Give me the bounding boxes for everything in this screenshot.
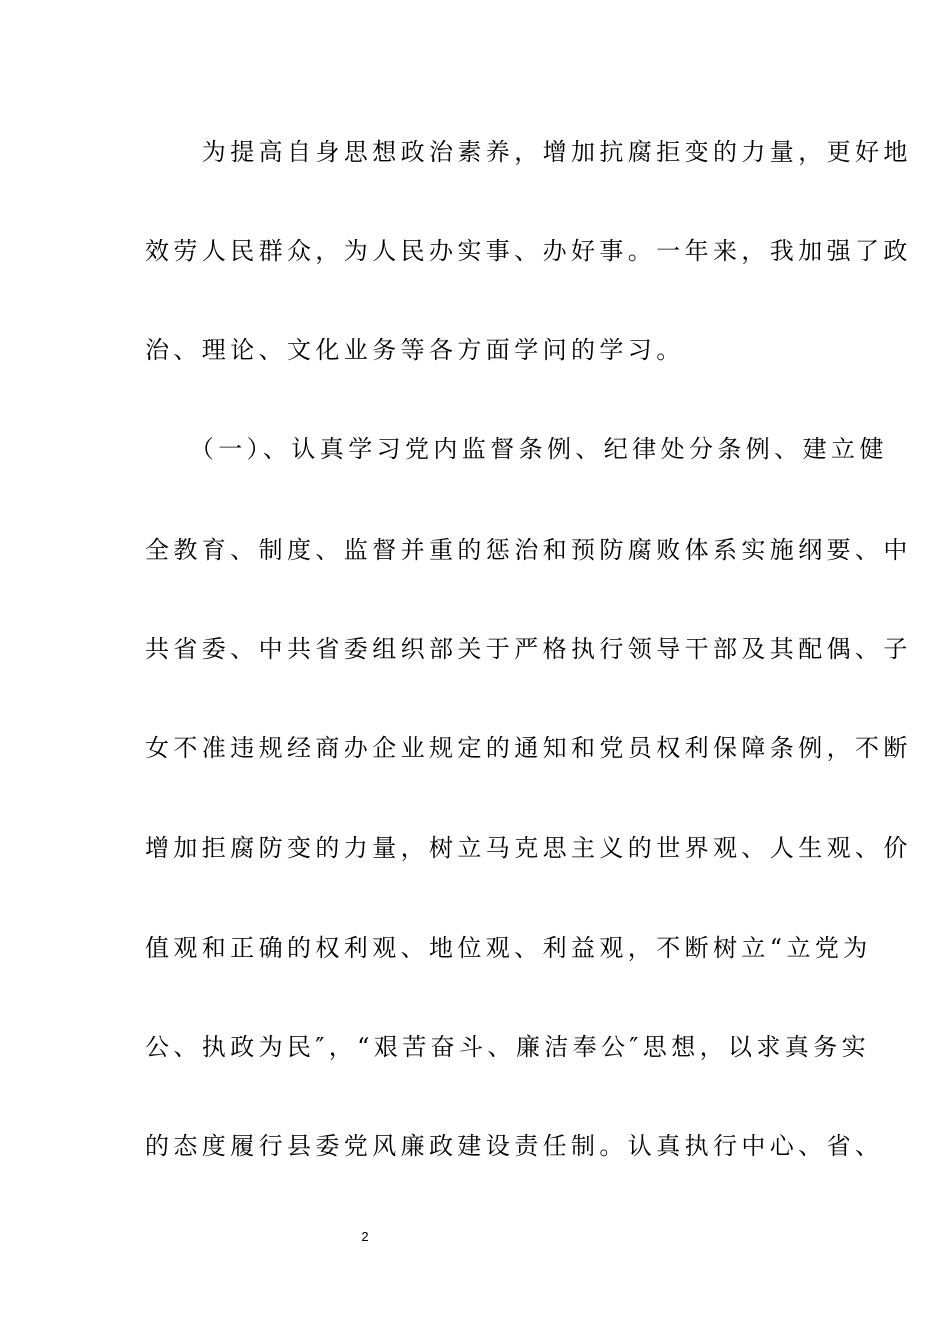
- text-line-5: 全教育、制度、监督并重的惩治和预防腐败体系实施纲要、中: [145, 536, 912, 564]
- text-line-1: 为提高自身思想政治素养，增加抗腐拒变的力量，更好地: [145, 138, 912, 166]
- text-line-2: 效劳人民群众，为人民办实事、办好事。一年来，我加强了政: [145, 237, 912, 265]
- text-line-10: 公、执政为民″，“艰苦奋斗、廉洁奉公″思想，以求真务实: [145, 1033, 870, 1061]
- text-line-7: 女不准违规经商办企业规定的通知和党员权利保障条例，不断: [145, 734, 912, 762]
- text-line-3: 治、理论、文化业务等各方面学问的学习。: [145, 336, 685, 364]
- text-line-9: 值观和正确的权利观、地位观、利益观，不断树立“立党为: [145, 934, 872, 962]
- text-line-11: 的态度履行县委党风廉政建设责任制。认真执行中心、省、: [145, 1132, 884, 1160]
- text-line-8: 增加拒腐防变的力量，树立马克思主义的世界观、人生观、价: [145, 834, 912, 862]
- text-line-4: （一）、认真学习党内监督条例、纪律处分条例、建立健: [145, 435, 888, 463]
- page-number: 2: [361, 1229, 369, 1244]
- text-line-6: 共省委、中共省委组织部关于严格执行领导干部及其配偶、子: [145, 635, 912, 663]
